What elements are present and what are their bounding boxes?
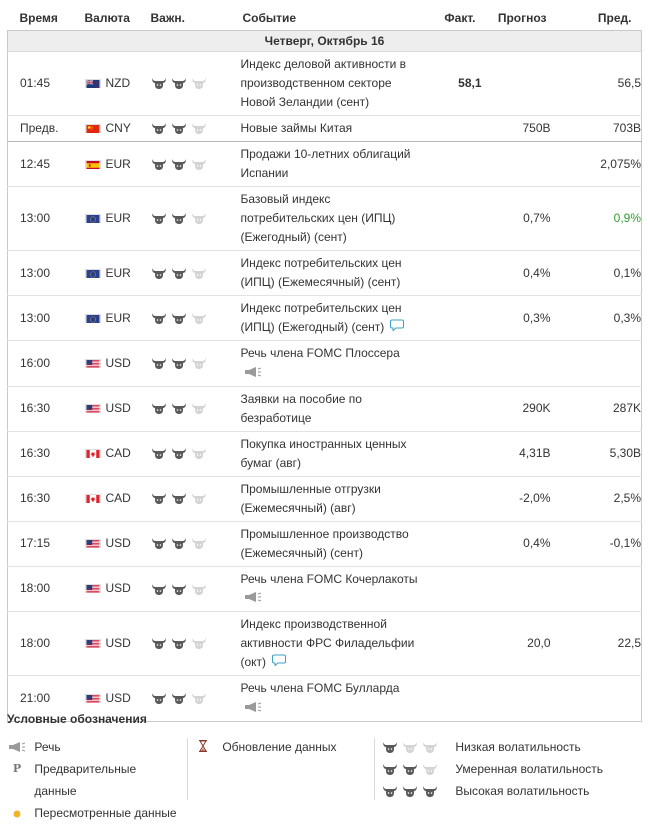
cn-flag-icon <box>85 122 101 133</box>
event-time: 18:00 <box>8 566 78 611</box>
event-currency-cell <box>78 521 148 566</box>
event-currency-cell <box>78 386 148 431</box>
legend-revised: Пересмотренные данные <box>7 802 177 824</box>
event-time: 18:00 <box>8 611 78 675</box>
header-previous[interactable]: Пред. <box>597 11 632 25</box>
event-previous: 287K <box>551 386 642 431</box>
event-row[interactable] <box>8 566 642 611</box>
event-currency: CAD <box>105 446 131 461</box>
event-name-line: Промышленные отгрузки <box>240 481 381 496</box>
volatility-bulls-icon <box>148 476 241 521</box>
event-actual <box>437 521 482 566</box>
event-actual <box>437 142 482 187</box>
event-previous <box>551 341 642 386</box>
legend-divider-2 <box>374 738 375 800</box>
volatility-bulls-icon <box>148 386 241 431</box>
event-time: 16:00 <box>8 341 78 386</box>
events-body <box>8 52 642 722</box>
header-actual[interactable]: Факт. <box>444 11 476 25</box>
event-currency: USD <box>105 401 131 416</box>
us-flag-icon <box>85 637 101 648</box>
event-time: 21:00 <box>8 676 78 721</box>
day-row <box>8 31 642 52</box>
economic-calendar <box>7 6 641 722</box>
nz-flag-icon <box>85 77 101 88</box>
volatility-bulls-icon <box>148 431 241 476</box>
event-currency-cell <box>78 142 148 187</box>
volatility-bulls-icon <box>148 341 241 386</box>
ca-flag-icon <box>85 492 101 503</box>
event-currency-cell <box>78 611 148 675</box>
event-currency-cell <box>78 251 148 296</box>
header-currency[interactable]: Валюта <box>84 11 130 25</box>
legend-update: Обновление данных <box>193 736 337 758</box>
volatility-bulls-icon <box>148 187 241 251</box>
event-currency: USD <box>105 355 131 370</box>
event-time: 13:00 <box>8 187 78 251</box>
event-forecast: 0,3% <box>482 296 551 341</box>
legend-col-3 <box>382 736 603 802</box>
event-name[interactable] <box>241 566 437 611</box>
event-name-line: Индекс потребительских цен <box>240 301 402 315</box>
event-currency: NZD <box>105 76 131 90</box>
comment-bubble-icon[interactable] <box>390 318 404 337</box>
event-row[interactable] <box>8 142 642 187</box>
event-name[interactable] <box>241 431 437 476</box>
volatility-bulls-icon <box>148 566 241 611</box>
header-importance[interactable]: Важн. <box>150 11 185 25</box>
volatility-bulls-icon <box>148 296 241 341</box>
event-currency-cell <box>78 116 148 142</box>
event-currency: EUR <box>105 265 131 280</box>
event-name-line: безработице <box>240 410 312 425</box>
volatility-bulls-icon <box>148 251 241 296</box>
event-name[interactable] <box>241 476 437 521</box>
event-name-line: (Ежегодный) (сент) <box>240 230 347 244</box>
event-actual <box>437 611 482 675</box>
event-row[interactable] <box>8 611 642 675</box>
event-actual <box>437 187 482 251</box>
event-currency-cell <box>78 476 148 521</box>
event-name-line: Базовый индекс <box>240 192 331 206</box>
event-name-line: Речь члена FOMC Кочерлакоты <box>240 571 418 586</box>
event-previous: 2,075% <box>551 142 642 187</box>
eu-flag-icon <box>85 312 101 323</box>
speech-icon <box>7 737 27 759</box>
legend-divider-1 <box>187 738 188 800</box>
event-currency: CNY <box>105 121 131 135</box>
event-currency: USD <box>105 636 131 651</box>
volatility-bulls-icon <box>148 116 241 142</box>
us-flag-icon <box>85 537 101 548</box>
volatility-bulls-icon <box>148 142 241 187</box>
event-previous: 56,5 <box>551 52 642 116</box>
event-currency-cell <box>78 187 148 251</box>
comment-bubble-icon[interactable] <box>272 653 286 672</box>
us-flag-icon <box>85 357 101 368</box>
event-row[interactable] <box>8 296 642 341</box>
event-forecast: 750B <box>482 116 551 142</box>
event-row[interactable] <box>8 341 642 386</box>
event-previous: 0,1% <box>551 251 642 296</box>
header-event[interactable]: Событие <box>242 11 297 25</box>
event-row[interactable] <box>8 386 642 431</box>
event-name-line: (ИПЦ) (Ежегодный) (сент) <box>240 320 385 334</box>
event-name-line: бумаг (авг) <box>240 455 302 470</box>
event-actual: 58,1 <box>437 52 482 116</box>
event-previous: -0,1% <box>551 521 642 566</box>
legend-moderate-volatility: Умеренная волатильность <box>382 758 603 780</box>
event-row[interactable] <box>8 521 642 566</box>
event-actual <box>437 476 482 521</box>
event-forecast: -2,0% <box>482 476 551 521</box>
event-previous: 22,5 <box>551 611 642 675</box>
revised-dot-icon <box>7 803 27 825</box>
event-time: 16:30 <box>8 476 78 521</box>
event-name-line: (окт) <box>240 654 267 669</box>
event-name-line: производственном секторе <box>240 76 392 90</box>
event-time: 12:45 <box>8 142 78 187</box>
legend <box>7 712 641 820</box>
event-time: 16:30 <box>8 431 78 476</box>
hourglass-icon <box>193 737 213 759</box>
event-name-line: (Ежемесячный) (сент) <box>240 545 363 560</box>
speech-icon <box>244 589 262 608</box>
ca-flag-icon <box>85 447 101 458</box>
event-name-line: Индекс деловой активности в <box>240 57 407 71</box>
event-time: 13:00 <box>8 251 78 296</box>
event-name[interactable] <box>241 386 437 431</box>
legend-low-volatility: Низкая волатильность <box>382 736 603 758</box>
event-previous <box>551 566 642 611</box>
event-actual <box>437 341 482 386</box>
event-row[interactable] <box>8 52 642 116</box>
event-time: 01:45 <box>8 52 78 116</box>
event-currency: USD <box>105 536 131 551</box>
event-name[interactable] <box>241 611 437 675</box>
event-name-line: активности ФРС Филадельфии <box>240 635 415 650</box>
volatility-bulls-icon <box>148 52 241 116</box>
low-volatility-icon <box>382 740 442 754</box>
event-currency-cell <box>78 341 148 386</box>
event-forecast <box>482 52 551 116</box>
event-name-line: Продажи 10-летних облигаций <box>240 147 411 161</box>
event-forecast: 0,4% <box>482 521 551 566</box>
event-previous: 5,30B <box>551 431 642 476</box>
event-name-line: потребительских цен (ИПЦ) <box>240 211 396 225</box>
event-time: Предв. <box>8 116 78 142</box>
event-time: 17:15 <box>8 521 78 566</box>
event-currency-cell <box>78 52 148 116</box>
volatility-bulls-icon <box>148 521 241 566</box>
event-time: 13:00 <box>8 296 78 341</box>
event-name-line: Испании <box>240 166 289 180</box>
event-name-line: Индекс потребительских цен <box>240 256 402 270</box>
event-actual <box>437 431 482 476</box>
event-forecast: 0,4% <box>482 251 551 296</box>
header-forecast[interactable]: Прогноз <box>497 11 547 25</box>
event-row[interactable] <box>8 431 642 476</box>
event-actual <box>437 251 482 296</box>
event-row[interactable] <box>8 116 642 142</box>
event-previous: 2,5% <box>551 476 642 521</box>
day-label: Четверг, Октябрь 16 <box>8 31 642 52</box>
event-forecast: 20,0 <box>482 611 551 675</box>
volatility-bulls-icon <box>148 611 241 675</box>
us-flag-icon <box>85 402 101 413</box>
event-currency: USD <box>105 581 131 596</box>
event-name[interactable] <box>241 116 437 142</box>
event-forecast: 4,31B <box>482 431 551 476</box>
event-currency: EUR <box>105 156 131 171</box>
legend-col-2 <box>193 736 337 758</box>
event-name-line: (Ежемесячный) (авг) <box>240 500 356 515</box>
event-name-line: (ИПЦ) (Ежемесячный) (сент) <box>240 275 401 289</box>
event-currency-cell <box>78 431 148 476</box>
preliminary-icon: P <box>12 762 22 775</box>
event-currency: CAD <box>105 491 131 506</box>
event-name-line: Новые займы Китая <box>240 121 353 135</box>
moderate-volatility-icon <box>382 762 442 776</box>
event-name[interactable] <box>241 142 437 187</box>
event-name[interactable] <box>241 521 437 566</box>
us-flag-icon <box>85 692 101 703</box>
eu-flag-icon <box>85 267 101 278</box>
event-row[interactable] <box>8 187 642 251</box>
calendar-table <box>7 6 642 722</box>
event-forecast: 0,7% <box>482 187 551 251</box>
event-actual <box>437 566 482 611</box>
legend-title: Условные обозначения <box>7 712 147 726</box>
event-name[interactable] <box>241 251 437 296</box>
event-actual <box>437 296 482 341</box>
event-forecast <box>482 341 551 386</box>
event-currency: EUR <box>105 211 131 225</box>
event-actual <box>437 116 482 142</box>
event-name[interactable] <box>241 341 437 386</box>
event-previous: 703B <box>551 116 642 142</box>
event-row[interactable] <box>8 476 642 521</box>
event-previous: 0,3% <box>551 296 642 341</box>
event-forecast <box>482 142 551 187</box>
legend-speech: Речь <box>7 736 177 758</box>
speech-icon <box>244 364 262 383</box>
event-name[interactable] <box>241 296 437 341</box>
event-name-line: Промышленное производство <box>240 526 409 541</box>
event-time: 16:30 <box>8 386 78 431</box>
event-currency: USD <box>105 690 131 705</box>
event-name-line: Новой Зеландии (сент) <box>240 95 370 109</box>
event-currency: EUR <box>105 310 131 325</box>
event-name[interactable] <box>241 187 437 251</box>
event-name-line: Речь члена FOMC Плоссера <box>240 346 400 361</box>
event-name-line: Заявки на пособие по <box>240 391 362 406</box>
eu-flag-icon <box>85 212 101 223</box>
event-forecast: 290K <box>482 386 551 431</box>
event-currency-cell <box>78 566 148 611</box>
header-row <box>8 6 642 31</box>
header-time[interactable]: Время <box>19 11 58 25</box>
event-name-line: Покупка иностранных ценных <box>240 436 407 451</box>
legend-preliminary: P Предварительные данные <box>7 758 177 802</box>
es-flag-icon <box>85 158 101 169</box>
event-actual <box>437 386 482 431</box>
event-name-line: Индекс производственной <box>240 616 387 631</box>
high-volatility-icon <box>382 784 442 798</box>
legend-col-1 <box>7 736 177 824</box>
event-name[interactable] <box>241 52 437 116</box>
event-forecast <box>482 566 551 611</box>
event-currency-cell <box>78 296 148 341</box>
event-row[interactable] <box>8 251 642 296</box>
event-name-line: Речь члена FOMC Булларда <box>240 681 400 696</box>
event-previous: 0,9% <box>551 187 642 251</box>
legend-high-volatility: Высокая волатильность <box>382 780 603 802</box>
us-flag-icon <box>85 582 101 593</box>
